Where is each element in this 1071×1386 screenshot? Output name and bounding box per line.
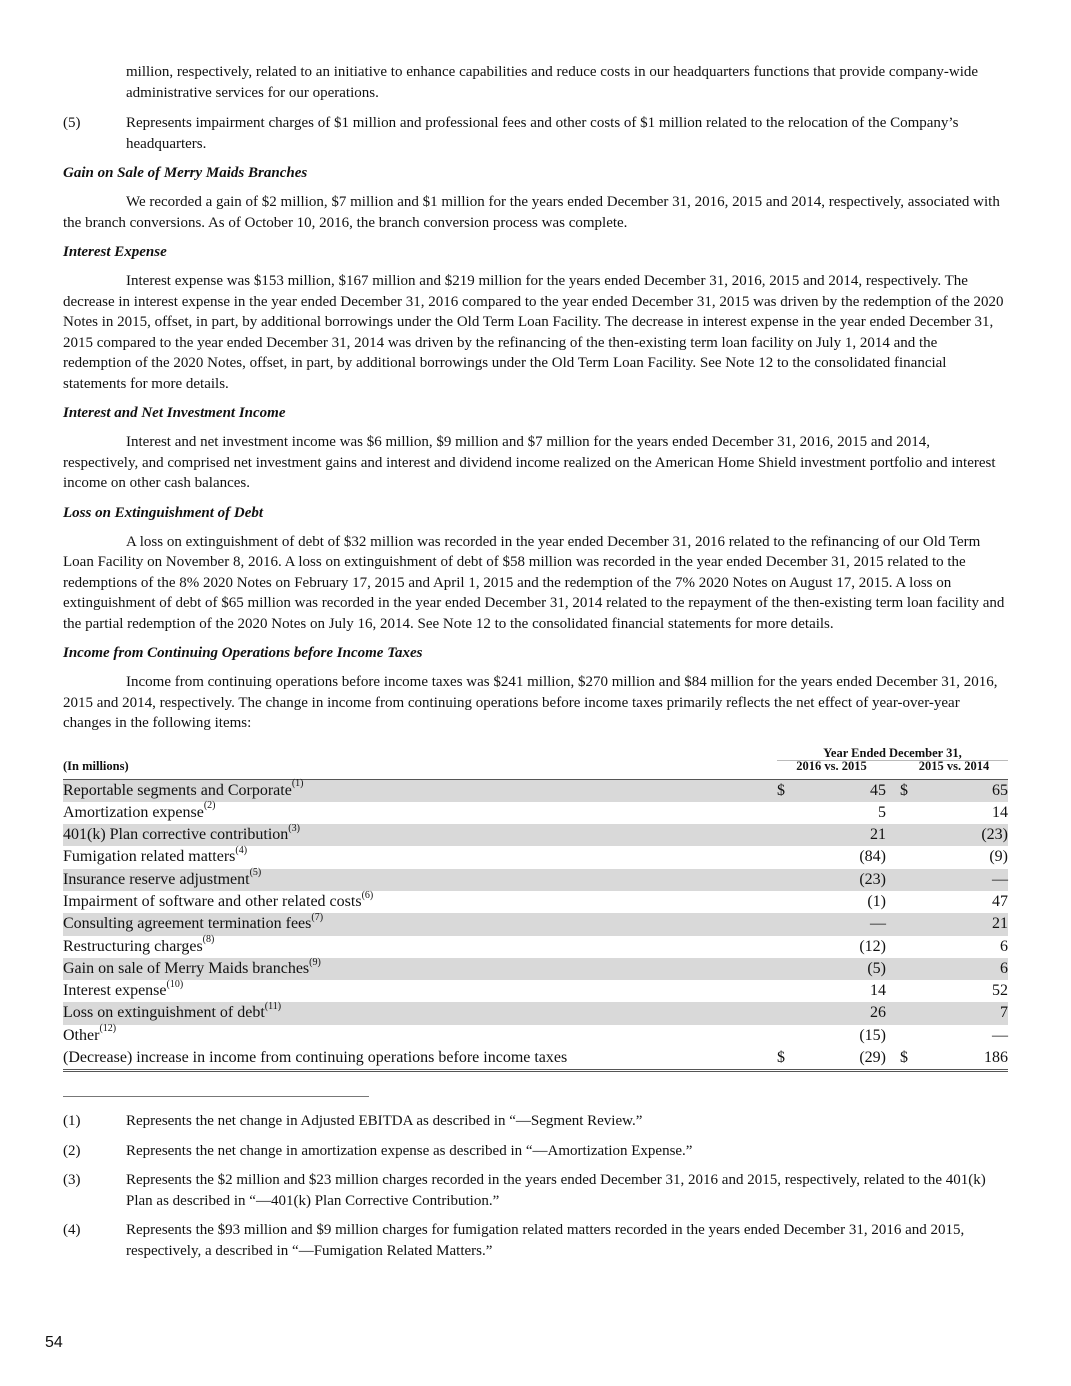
row-label-text: Reportable segments and Corporate (63, 781, 292, 799)
footnote-5 (63, 113, 1008, 154)
footnote-item (63, 1141, 1008, 1162)
value-2016-vs-2015: 14 (870, 982, 886, 1000)
row-label (63, 891, 373, 913)
table-row (63, 936, 1008, 958)
row-label (63, 913, 323, 935)
section-interest-investment-income (63, 403, 1008, 494)
section-heading: Interest Expense (63, 244, 167, 260)
footnote-reference: (12) (99, 1023, 117, 1035)
section-body: We recorded a gain of $2 million, $7 million and $1 million for the years ended December 31, 2016, 2015 and 2014, respectively, associated with the branch conversions. As of October 10, 2016, the branch conversion process was complete. (63, 194, 1000, 231)
dollar-sign: $ (900, 781, 908, 799)
value-2016-vs-2015: (5) (867, 959, 886, 977)
footnote-text: Represents the net change in Adjusted EBITDA as described in “—Segment Review.” (126, 1113, 643, 1130)
footnote-text: Represents the $93 million and $9 million charges for fumigation related matters recorded in the years ended December 31, 2016 and 2015, respectively, a described in “—Fumigation Related Matters.” (126, 1222, 965, 1259)
footnote-number: (5) (63, 115, 81, 131)
footnote-number: (1) (63, 1113, 81, 1130)
table-row (63, 980, 1008, 1002)
footnote-number: (2) (63, 1142, 81, 1159)
value-2015-vs-2014: — (992, 1026, 1008, 1044)
table-row (63, 1002, 1008, 1024)
dollar-sign: $ (900, 1049, 908, 1067)
section-body: Income from continuing operations before income taxes was $241 million, $270 million and $84 million for the years ended December 31, 2016, 2015 and 2014, respectively. The change in income from continuing operations before income taxes primarily reflects the net effect of year-over-year changes in the following items: (63, 674, 998, 731)
footnotes-list (63, 1111, 1008, 1261)
table-total-row (63, 1047, 1008, 1072)
row-label-text: Fumigation related matters (63, 848, 236, 866)
footnote-reference: (11) (264, 1001, 282, 1013)
table-row (63, 802, 1008, 824)
footnote-text: Represents the $2 million and $23 million charges recorded in the years ended December 31, 2016 and 2015, respectively, related to the 401(k) Plan as described in “—401(k) Plan Corrective Contribution.” (126, 1172, 986, 1209)
row-label-text: Interest expense (63, 982, 167, 1000)
row-label-text: Consulting agreement termination fees (63, 915, 312, 933)
value-2015-vs-2014: 186 (984, 1049, 1008, 1067)
dollar-sign: $ (777, 1049, 785, 1067)
row-label (63, 936, 214, 958)
value-2015-vs-2014: 47 (992, 892, 1008, 910)
table-body (63, 780, 1008, 1048)
footnote-item (63, 1170, 1008, 1211)
row-label (63, 1025, 116, 1047)
value-2015-vs-2014: 6 (1000, 937, 1008, 955)
continued-footnote-text: million, respectively, related to an initiative to enhance capabilities and reduce costs in our headquarters functions that provide company-wide administrative services for our operations. (126, 64, 979, 101)
value-2016-vs-2015: 26 (870, 1004, 886, 1022)
footnote-divider (63, 1096, 369, 1097)
value-2015-vs-2014: (9) (989, 848, 1008, 866)
row-label (63, 1002, 281, 1024)
footnote-reference: (5) (249, 867, 262, 879)
footnote-reference: (6) (361, 889, 374, 901)
footnote-number: (4) (63, 1222, 81, 1239)
table-row (63, 780, 1008, 802)
section-heading: Income from Continuing Operations before Income Taxes (63, 645, 423, 661)
value-2016-vs-2015: 45 (870, 781, 886, 799)
value-2016-vs-2015: (15) (859, 1026, 886, 1044)
table-row (63, 824, 1008, 846)
units-label: (In millions) (63, 759, 129, 773)
table-row (63, 891, 1008, 913)
value-2016-vs-2015: (84) (859, 848, 886, 866)
footnote-item (63, 1220, 1008, 1261)
row-label (63, 869, 261, 891)
footnote-reference: (8) (202, 934, 215, 946)
row-label (63, 846, 247, 868)
section-loss-on-extinguishment (63, 503, 1008, 635)
row-label: (Decrease) increase in income from continuing operations before income taxes (63, 1049, 568, 1067)
footnote-reference: (2) (203, 800, 216, 812)
page-number: 54 (45, 1334, 63, 1351)
value-2015-vs-2014: 6 (1000, 959, 1008, 977)
column-header-2016-vs-2015: 2016 vs. 2015 (796, 759, 867, 773)
value-2015-vs-2014: 14 (992, 803, 1008, 821)
value-2015-vs-2014: — (992, 870, 1008, 888)
value-2015-vs-2014: (23) (981, 826, 1008, 844)
footnote-reference: (9) (309, 956, 321, 968)
row-label (63, 824, 300, 846)
footnote-reference: (1) (291, 778, 304, 790)
table-row (63, 869, 1008, 891)
row-label (63, 780, 304, 802)
value-2016-vs-2015: 5 (878, 803, 886, 821)
value-2015-vs-2014: 7 (1000, 1004, 1008, 1022)
section-income-before-taxes (63, 643, 1008, 734)
value-2016-vs-2015: 21 (870, 826, 886, 844)
row-label-text: Gain on sale of Merry Maids branches (63, 959, 310, 977)
income-change-table (63, 743, 1008, 1073)
value-2015-vs-2014: 52 (992, 982, 1008, 1000)
dollar-sign: $ (777, 781, 785, 799)
row-label (63, 802, 216, 824)
value-2016-vs-2015: (23) (859, 870, 886, 888)
table-row (63, 913, 1008, 935)
section-heading: Gain on Sale of Merry Maids Branches (63, 165, 308, 181)
value-2016-vs-2015: (1) (867, 892, 886, 910)
value-2016-vs-2015: — (870, 915, 886, 933)
footnote-number: (3) (63, 1172, 81, 1189)
footnote-reference: (3) (288, 822, 300, 834)
document-page (63, 62, 1008, 1270)
row-label-text: Restructuring charges (63, 937, 203, 955)
row-label (63, 958, 321, 980)
row-label-text: Impairment of software and other related costs (63, 892, 362, 910)
value-2016-vs-2015: (29) (859, 1049, 886, 1067)
footnote-item (63, 1111, 1008, 1132)
footnote-reference: (10) (166, 978, 184, 990)
section-heading: Interest and Net Investment Income (63, 405, 286, 421)
table-row (63, 958, 1008, 980)
value-2015-vs-2014: 65 (992, 781, 1008, 799)
footnote-text: Represents impairment charges of $1 million and professional fees and other costs of $1 million related to the relocation of the Company’s headquarters. (126, 115, 959, 152)
footnote-text: Represents the net change in amortization expense as described in “—Amortization Expense.” (126, 1142, 693, 1159)
section-body: Interest and net investment income was $6 million, $9 million and $7 million for the years ended December 31, 2016, 2015 and 2014, respectively, and comprised net investment gains and interest and dividend income realized on the American Home Shield investment portfolio and interest income on other cash balances. (63, 434, 996, 491)
value-2016-vs-2015: (12) (859, 937, 886, 955)
row-label-text: Other (63, 1026, 100, 1044)
section-body: Interest expense was $153 million, $167 million and $219 million for the years ended December 31, 2016, 2015 and 2014, respectively. The decrease in interest expense in the year ended December 31, 2016 compared to the year ended December 31, 2015 was driven by the redemption of the 2020 Notes in 2015, offset, in part, by additional borrowings under the Old Term Loan Facility. The decrease in interest expense in the year ended December 31, 2015 compared to the year ended December 31, 2014 was driven by the refinancing of the then-existing term loan facility on July 1, 2014 and the redemption of the 2020 Notes, offset, in part, by additional borrowings under the Old Term Loan Facility. See Note 12 to the consolidated financial statements for more details. (63, 273, 1004, 392)
table-row (63, 846, 1008, 868)
footnote-reference: (4) (235, 845, 248, 857)
value-2015-vs-2014: 21 (992, 915, 1008, 933)
row-label-text: Amortization expense (63, 803, 204, 821)
year-ended-header: Year Ended December 31, (777, 743, 1008, 761)
section-heading: Loss on Extinguishment of Debt (63, 504, 264, 521)
row-label-text: 401(k) Plan corrective contribution (63, 826, 289, 844)
table-row (63, 1025, 1008, 1047)
section-gain-on-sale (63, 163, 1008, 233)
section-body: A loss on extinguishment of debt of $32 million was recorded in the year ended December 31, 2016 related to the refinancing of our Old Term Loan Facility on November 8, 2016. A loss on extinguishment of debt of $58 million was recorded in the year ended December 31, 2015 related to the redemptions of the 8% 2020 Notes on February 17, 2015 and April 1, 2015 and the redemption of the 7% 2020 Notes on August 17, 2015. A loss on extinguishment of debt of $65 million was recorded in the year ended December 31, 2014 related to the repayment of the then-existing term loan facility and the partial redemption of the 2020 Notes on July 16, 2014. See Note 12 to the consolidated financial statements for more details. (63, 533, 1005, 632)
section-interest-expense (63, 242, 1008, 394)
table-header-row (63, 760, 1008, 780)
row-label (63, 980, 183, 1002)
row-label-text: Insurance reserve adjustment (63, 870, 250, 888)
footnote-reference: (7) (311, 911, 324, 923)
row-label-text: Loss on extinguishment of debt (63, 1004, 265, 1022)
column-header-2015-vs-2014: 2015 vs. 2014 (918, 759, 990, 773)
